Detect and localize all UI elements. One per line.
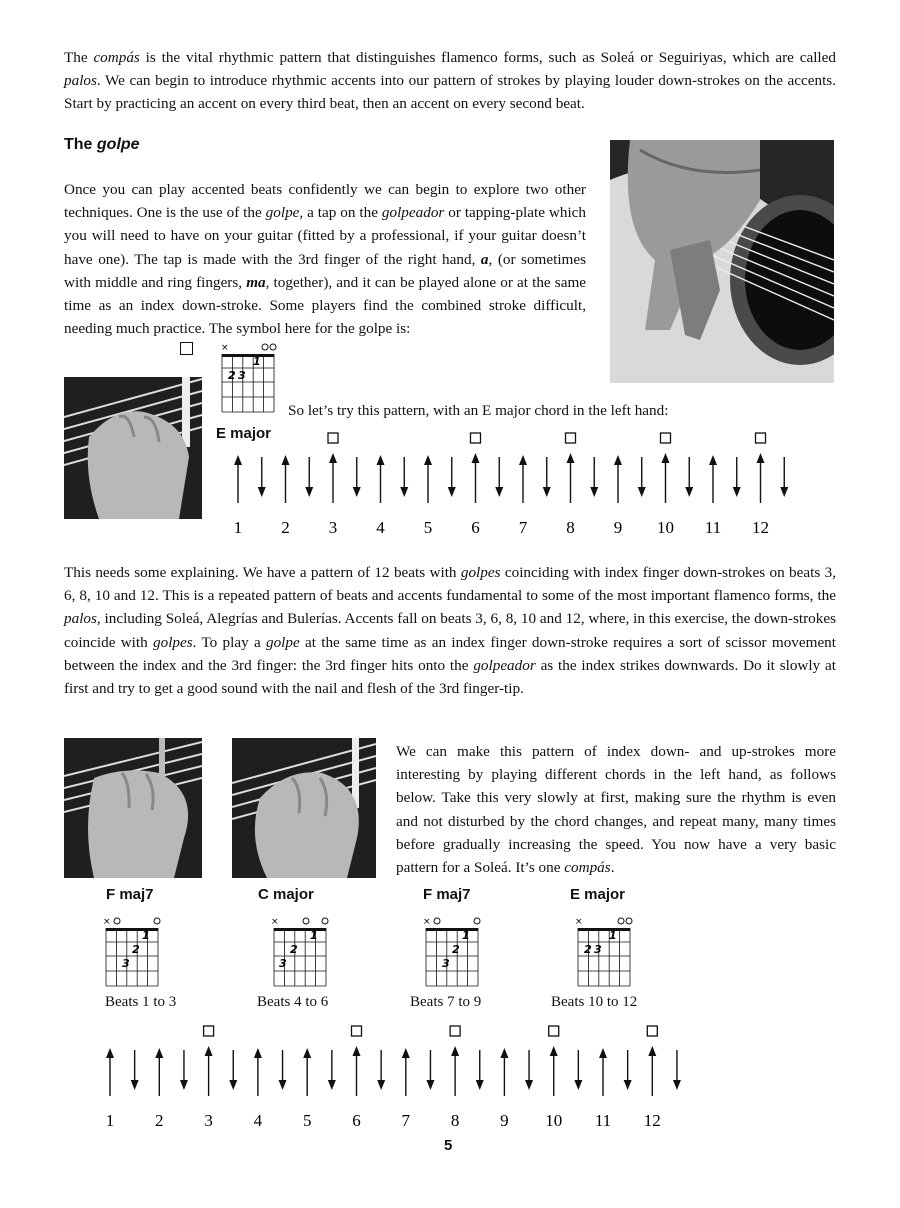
- p2-downstroke-8: [476, 1050, 484, 1090]
- p2-upstroke-7: [402, 1048, 410, 1096]
- p1-downstroke-9: [638, 457, 646, 497]
- p2-beat-number-9: 9: [500, 1111, 509, 1130]
- svg-text:2: 2: [132, 943, 140, 956]
- p2-beat-number-12: 12: [643, 1111, 661, 1130]
- p2-downstroke-1: [131, 1050, 139, 1090]
- page-number: 5: [444, 1137, 453, 1154]
- p1-downstroke-8: [590, 457, 598, 497]
- svg-text:×: ×: [103, 917, 111, 927]
- pattern1-strokes: [210, 425, 810, 540]
- p1-downstroke-10: [685, 457, 693, 497]
- svg-text:×: ×: [575, 917, 583, 927]
- svg-text:3: 3: [594, 943, 602, 956]
- p2-beat-number-11: 11: [594, 1111, 612, 1130]
- p2-upstroke-4: [254, 1048, 262, 1096]
- p2-downstroke-3: [229, 1050, 237, 1090]
- chord-name-2: C major: [258, 886, 314, 903]
- p1-golpe-square-8: [566, 433, 576, 443]
- p1-beat-number-11: 11: [704, 518, 722, 537]
- p2-golpe-square-12: [647, 1026, 657, 1036]
- f-maj7-chord-diagram-2: [420, 916, 484, 990]
- svg-text:2: 2: [452, 943, 460, 956]
- p1-beat-number-4: 4: [376, 518, 385, 537]
- p1-beat-number-6: 6: [471, 518, 480, 537]
- p1-upstroke-9: [614, 455, 622, 503]
- p2-beat-number-7: 7: [401, 1111, 411, 1130]
- pattern1-intro: So let’s try this pattern, with an E major chord in the left hand:: [288, 402, 669, 419]
- p2-downstroke-7: [426, 1050, 434, 1090]
- p1-beat-number-10: 10: [657, 518, 674, 537]
- svg-text:×: ×: [271, 917, 279, 927]
- e-major-chord-diagram-2: [572, 916, 636, 990]
- p2-beat-number-1: 1: [105, 1111, 115, 1130]
- p2-upstroke-6: [353, 1046, 361, 1096]
- p2-golpe-square-6: [352, 1026, 362, 1036]
- p2-downstroke-5: [328, 1050, 336, 1090]
- left-hand-e-major-photo: [64, 377, 202, 519]
- svg-text:2: 2: [228, 369, 236, 382]
- p2-upstroke-8: [451, 1046, 459, 1096]
- p2-downstroke-6: [377, 1050, 385, 1090]
- p1-beat-number-5: 5: [423, 518, 433, 537]
- p2-upstroke-2: [155, 1048, 163, 1096]
- chords-paragraph: We can make this pattern of index down- and up-strokes more interesting by playing different chords in the left hand, as follows below. Take this very slowly at first, making sure the rhythm is even and not disturbed by the chord changes, and repeat many, many times before gradually increasing the speed. You now have a very basic pattern for a Soleá. It’s one compás.: [396, 743, 836, 877]
- p1-downstroke-5: [448, 457, 456, 497]
- p1-downstroke-7: [543, 457, 551, 497]
- p1-beat-number-2: 2: [281, 518, 290, 537]
- p2-upstroke-3: [205, 1046, 213, 1096]
- svg-text:1: 1: [609, 929, 617, 942]
- p1-golpe-square-3: [328, 433, 338, 443]
- p2-golpe-square-8: [450, 1026, 460, 1036]
- chord-name-4: E major: [570, 886, 626, 903]
- svg-text:2: 2: [584, 943, 592, 956]
- svg-text:1: 1: [142, 929, 150, 942]
- p1-golpe-square-10: [661, 433, 671, 443]
- p1-beat-number-1: 1: [233, 518, 243, 537]
- p1-downstroke-4: [400, 457, 408, 497]
- p1-upstroke-5: [424, 455, 432, 503]
- svg-text:2: 2: [290, 943, 298, 956]
- chord-name-1: F maj7: [106, 886, 154, 903]
- p1-upstroke-11: [709, 455, 717, 503]
- p1-downstroke-2: [305, 457, 313, 497]
- p2-upstroke-1: [106, 1048, 114, 1096]
- p2-upstroke-9: [500, 1048, 508, 1096]
- p1-downstroke-6: [495, 457, 503, 497]
- e-major-chord-diagram: [216, 342, 280, 416]
- p2-downstroke-12: [673, 1050, 681, 1090]
- svg-text:3: 3: [238, 369, 246, 382]
- p2-upstroke-10: [550, 1046, 558, 1096]
- p1-upstroke-8: [567, 453, 575, 503]
- p2-golpe-square-10: [549, 1026, 559, 1036]
- p2-beat-number-6: 6: [352, 1111, 361, 1130]
- p2-beat-number-4: 4: [253, 1111, 263, 1130]
- p1-downstroke-1: [258, 457, 266, 497]
- mute-x-icon: ×: [221, 343, 229, 353]
- p1-beat-number-3: 3: [328, 518, 338, 537]
- right-hand-golpe-photo: [610, 140, 834, 383]
- svg-text:3: 3: [279, 957, 287, 970]
- intro-paragraph: The compás is the vital rhythmic pattern that distinguishes flamenco forms, such as Soleá or Seguiriyas, which are called palos. We can begin to introduce rhythmic accents into our pattern of strokes by playing louder down-strokes on the accents. Start by practicing an accent on every third beat, then an accent on every second beat.: [64, 49, 836, 113]
- p1-upstroke-6: [472, 453, 480, 503]
- left-hand-c-major-photo: [232, 738, 376, 878]
- golpe-symbol-icon: [180, 342, 193, 355]
- svg-text:1: 1: [462, 929, 470, 942]
- p1-golpe-square-6: [471, 433, 481, 443]
- p1-beat-number-7: 7: [518, 518, 528, 537]
- svg-text:1: 1: [310, 929, 318, 942]
- p2-golpe-square-3: [204, 1026, 214, 1036]
- p2-downstroke-2: [180, 1050, 188, 1090]
- svg-text:×: ×: [423, 917, 431, 927]
- chord-name-3: F maj7: [423, 886, 471, 903]
- p1-beat-number-9: 9: [613, 518, 623, 537]
- p1-upstroke-12: [757, 453, 765, 503]
- p2-beat-number-3: 3: [204, 1111, 213, 1130]
- beat-range-4: Beats 10 to 12: [551, 994, 638, 1010]
- p2-upstroke-11: [599, 1048, 607, 1096]
- svg-text:1: 1: [253, 355, 261, 368]
- p1-upstroke-7: [519, 455, 527, 503]
- beat-range-2: Beats 4 to 6: [257, 994, 329, 1010]
- p1-downstroke-12: [780, 457, 788, 497]
- p1-beat-number-12: 12: [752, 518, 769, 537]
- p2-beat-number-10: 10: [545, 1111, 563, 1130]
- p2-downstroke-11: [624, 1050, 632, 1090]
- p1-upstroke-4: [377, 455, 385, 503]
- p2-downstroke-10: [574, 1050, 582, 1090]
- p2-upstroke-5: [303, 1048, 311, 1096]
- p1-upstroke-2: [282, 455, 290, 503]
- p1-downstroke-3: [353, 457, 361, 497]
- p1-golpe-square-12: [756, 433, 766, 443]
- p1-beat-number-8: 8: [566, 518, 575, 537]
- p1-downstroke-11: [733, 457, 741, 497]
- p2-downstroke-4: [279, 1050, 287, 1090]
- p2-upstroke-12: [648, 1046, 656, 1096]
- beat-range-1: Beats 1 to 3: [105, 994, 177, 1010]
- left-hand-f-maj7-photo: [64, 738, 202, 878]
- p1-upstroke-1: [234, 455, 242, 503]
- p1-upstroke-3: [329, 453, 337, 503]
- golpe-paragraph: Once you can play accented beats confidently we can begin to explore two other techniques. One is the use of the golpe, a tap on the golpeador or tapping-plate which you will need to have on your guitar (fitted by a professional, if your guitar doesn’t have one). The tap is made with the 3rd finger of the right hand, a, (or sometimes with middle and ring fingers, ma, together), and it can be played alone or at the same time as an index down-stroke. Some players find the combined stroke difficult, needing much practice. The symbol here for the golpe is:: [64, 181, 587, 338]
- explain-paragraph: This needs some explaining. We have a pattern of 12 beats with golpes coinciding with index finger down-strokes on beats 3, 6, 8, 10 and 12. This is a repeated pattern of beats and accents fundamental to some of the most important flamenco forms, the palos, including Soleá, Alegrías and Bulerías. Accents fall on beats 3, 6, 8, 10 and 12, where, in this exercise, the down-strokes coincide with golpes. To play a golpe at the same time as an index finger down-stroke requires a sort of scissor movement between the index and the 3rd finger: the 3rd finger hits onto the golpeador as the index strikes downwards. Do it slowly at first and try to get a good sound with the nail and flesh of the 3rd finger-tip.: [64, 564, 836, 698]
- p1-upstroke-10: [662, 453, 670, 503]
- c-major-chord-diagram: [268, 916, 332, 990]
- pattern2-strokes: [90, 1018, 710, 1133]
- beat-range-3: Beats 7 to 9: [410, 994, 482, 1010]
- p2-beat-number-5: 5: [302, 1111, 312, 1130]
- p2-beat-number-2: 2: [155, 1111, 164, 1130]
- pattern1-chord-label: E major: [216, 425, 272, 442]
- p2-beat-number-8: 8: [450, 1111, 460, 1130]
- svg-text:3: 3: [442, 957, 450, 970]
- svg-text:3: 3: [122, 957, 130, 970]
- f-maj7-chord-diagram: [100, 916, 164, 990]
- golpe-heading: The golpe: [64, 136, 140, 153]
- p2-downstroke-9: [525, 1050, 533, 1090]
